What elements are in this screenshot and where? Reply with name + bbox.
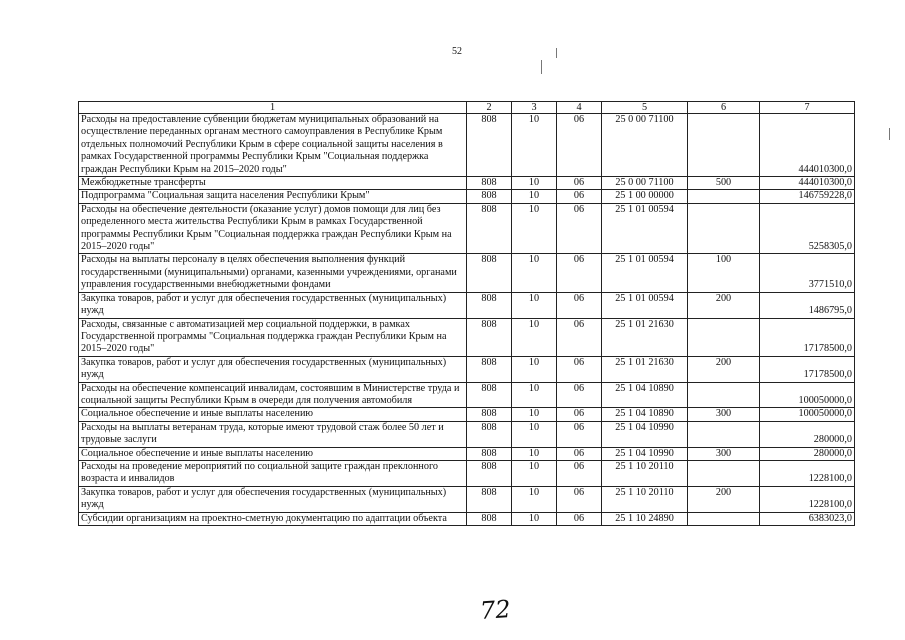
row-vr-cell [688,114,760,177]
table-row [79,447,855,460]
row-pr-cell: 06 [557,408,602,421]
row-name-cell: Социальное обеспечение и иные выплаты населению [79,408,467,421]
row-sum-cell: 17178500,0 [760,356,855,382]
row-ved-cell: 808 [467,318,512,356]
row-rz-cell: 10 [512,292,557,318]
scan-mark [889,128,890,140]
row-ved-cell: 808 [467,114,512,177]
row-name-cell: Закупка товаров, работ и услуг для обеспечения государственных (муниципальных) нужд [79,486,467,512]
row-pr-cell: 06 [557,382,602,408]
row-csr-cell: 25 1 04 10990 [602,447,688,460]
row-csr-cell: 25 1 04 10890 [602,408,688,421]
header-col-4: 4 [557,102,602,114]
row-pr-cell: 06 [557,190,602,203]
table-row [79,512,855,525]
row-name-cell: Закупка товаров, работ и услуг для обеспечения государственных (муниципальных) нужд [79,356,467,382]
row-vr-cell [688,318,760,356]
row-vr-cell [688,203,760,254]
row-name-cell: Субсидии организациям на проектно-сметную документацию по адаптации объекта [79,512,467,525]
row-vr-cell: 300 [688,447,760,460]
row-rz-cell: 10 [512,421,557,447]
row-name-cell: Расходы, связанные с автоматизацией мер социальной поддержки, в рамках Государственной программы "Социальная поддержка граждан Республики Крым на 2015–2020 годы" [79,318,467,356]
row-vr-cell [688,512,760,525]
table-body [79,114,855,526]
scan-mark [541,60,542,74]
row-vr-cell [688,382,760,408]
row-sum-cell: 100050000,0 [760,408,855,421]
header-col-5: 5 [602,102,688,114]
row-pr-cell: 06 [557,460,602,486]
row-sum-cell: 3771510,0 [760,254,855,292]
table-row [79,203,855,254]
row-csr-cell: 25 1 01 00594 [602,203,688,254]
row-ved-cell: 808 [467,382,512,408]
row-ved-cell: 808 [467,177,512,190]
row-sum-cell: 1486795,0 [760,292,855,318]
row-ved-cell: 808 [467,447,512,460]
row-ved-cell: 808 [467,254,512,292]
table-row [79,177,855,190]
row-name-cell: Расходы на предоставление субвенции бюджетам муниципальных образований на осуществление переданных органам местного самоуправления в Республике Крым отдельных полномочий Республики Крым в сфере социальной защиты населения в рамках Государственной программы Республики Крым "Социальная поддержка граждан Республики Крым на 2015–2020 годы" [79,114,467,177]
row-rz-cell: 10 [512,356,557,382]
row-vr-cell: 100 [688,254,760,292]
row-rz-cell: 10 [512,512,557,525]
row-ved-cell: 808 [467,486,512,512]
row-rz-cell: 10 [512,447,557,460]
row-pr-cell: 06 [557,512,602,525]
row-ved-cell: 808 [467,190,512,203]
row-csr-cell: 25 1 01 21630 [602,318,688,356]
row-rz-cell: 10 [512,318,557,356]
row-sum-cell: 17178500,0 [760,318,855,356]
row-name-cell: Закупка товаров, работ и услуг для обеспечения государственных (муниципальных) нужд [79,292,467,318]
table-row [79,114,855,177]
row-vr-cell [688,421,760,447]
row-csr-cell: 25 0 00 71100 [602,177,688,190]
table-row [79,382,855,408]
row-pr-cell: 06 [557,254,602,292]
handwritten-page-number: 72 [479,594,512,626]
row-sum-cell: 146759228,0 [760,190,855,203]
row-sum-cell: 280000,0 [760,421,855,447]
row-rz-cell: 10 [512,190,557,203]
row-pr-cell: 06 [557,447,602,460]
row-pr-cell: 06 [557,292,602,318]
row-name-cell: Подпрограмма "Социальная защита населения Республики Крым" [79,190,467,203]
row-name-cell: Расходы на выплаты ветеранам труда, которые имеют трудовой стаж более 50 лет и трудовые заслуги [79,421,467,447]
header-col-2: 2 [467,102,512,114]
table-header-row [79,102,855,114]
row-rz-cell: 10 [512,177,557,190]
row-csr-cell: 25 1 01 00594 [602,254,688,292]
row-vr-cell: 300 [688,408,760,421]
page-number: 52 [452,46,462,57]
table-row [79,190,855,203]
row-ved-cell: 808 [467,203,512,254]
header-col-3: 3 [512,102,557,114]
row-rz-cell: 10 [512,114,557,177]
row-name-cell: Расходы на проведение мероприятий по социальной защите граждан преклонного возраста и инвалидов [79,460,467,486]
table-row [79,486,855,512]
row-csr-cell: 25 1 00 00000 [602,190,688,203]
row-sum-cell: 1228100,0 [760,460,855,486]
row-vr-cell: 500 [688,177,760,190]
row-vr-cell: 200 [688,356,760,382]
row-sum-cell: 280000,0 [760,447,855,460]
row-rz-cell: 10 [512,486,557,512]
row-ved-cell: 808 [467,292,512,318]
row-name-cell: Социальное обеспечение и иные выплаты населению [79,447,467,460]
row-rz-cell: 10 [512,254,557,292]
row-pr-cell: 06 [557,486,602,512]
row-sum-cell: 444010300,0 [760,114,855,177]
row-csr-cell: 25 1 10 20110 [602,486,688,512]
row-sum-cell: 6383023,0 [760,512,855,525]
budget-table [78,101,855,526]
row-rz-cell: 10 [512,203,557,254]
row-csr-cell: 25 1 04 10990 [602,421,688,447]
row-sum-cell: 100050000,0 [760,382,855,408]
row-pr-cell: 06 [557,356,602,382]
table-row [79,421,855,447]
row-name-cell: Расходы на выплаты персоналу в целях обеспечения выполнения функций государственными (муниципальными) органами, казенными учреждениями, органами управления государственными внебюджетными фондами [79,254,467,292]
row-vr-cell [688,460,760,486]
table-row [79,408,855,421]
row-pr-cell: 06 [557,421,602,447]
row-csr-cell: 25 1 01 21630 [602,356,688,382]
row-vr-cell: 200 [688,292,760,318]
row-pr-cell: 06 [557,177,602,190]
row-sum-cell: 444010300,0 [760,177,855,190]
row-rz-cell: 10 [512,408,557,421]
table-row [79,460,855,486]
row-ved-cell: 808 [467,421,512,447]
row-pr-cell: 06 [557,114,602,177]
row-sum-cell: 1228100,0 [760,486,855,512]
header-col-1: 1 [79,102,467,114]
row-ved-cell: 808 [467,512,512,525]
row-ved-cell: 808 [467,356,512,382]
row-ved-cell: 808 [467,408,512,421]
row-sum-cell: 5258305,0 [760,203,855,254]
row-name-cell: Расходы на обеспечение компенсаций инвалидам, состоявшим в Министерстве труда и социальной защиты Республики Крым в очереди для получения автомобиля [79,382,467,408]
row-vr-cell [688,190,760,203]
row-csr-cell: 25 1 10 24890 [602,512,688,525]
row-vr-cell: 200 [688,486,760,512]
row-pr-cell: 06 [557,318,602,356]
table-row [79,318,855,356]
row-rz-cell: 10 [512,460,557,486]
row-csr-cell: 25 1 01 00594 [602,292,688,318]
row-name-cell: Расходы на обеспечение деятельности (оказание услуг) домов помощи для лиц без определенного места жительства Республики Крым в рамках Государственной программы Республики Крым "Социальная поддержка граждан Республики Крым на 2015–2020 годы" [79,203,467,254]
table-row [79,356,855,382]
row-name-cell: Межбюджетные трансферты [79,177,467,190]
scan-mark [556,48,557,58]
header-col-6: 6 [688,102,760,114]
row-csr-cell: 25 1 10 20110 [602,460,688,486]
table-row [79,292,855,318]
row-csr-cell: 25 0 00 71100 [602,114,688,177]
row-rz-cell: 10 [512,382,557,408]
row-ved-cell: 808 [467,460,512,486]
table-row [79,254,855,292]
row-pr-cell: 06 [557,203,602,254]
header-col-7: 7 [760,102,855,114]
row-csr-cell: 25 1 04 10890 [602,382,688,408]
